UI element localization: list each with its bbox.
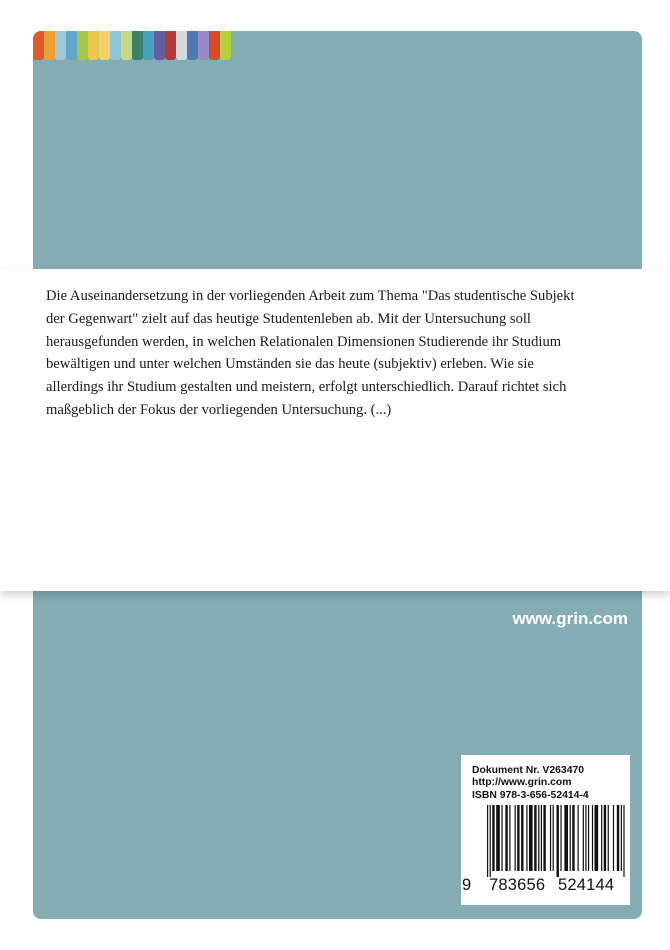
barcode-bar bbox=[608, 805, 609, 871]
color-stripe bbox=[198, 31, 209, 60]
color-stripe bbox=[121, 31, 132, 60]
color-stripe bbox=[220, 31, 231, 60]
barcode-bar bbox=[534, 805, 536, 871]
color-stripe bbox=[44, 31, 55, 60]
color-stripe bbox=[154, 31, 165, 60]
barcode-bar bbox=[621, 805, 622, 871]
barcode-bar bbox=[515, 805, 516, 871]
barcode-bar bbox=[592, 805, 593, 871]
barcode-bar bbox=[617, 805, 619, 871]
barcode-bar bbox=[505, 805, 507, 871]
isbn-info-box bbox=[461, 755, 630, 905]
barcode-bar bbox=[521, 805, 523, 871]
color-stripe bbox=[88, 31, 99, 60]
isbn-number: ISBN 978-3-656-52414-4 bbox=[472, 789, 589, 801]
barcode-bar bbox=[550, 805, 551, 871]
barcode-bar bbox=[490, 805, 491, 877]
barcode-bar bbox=[509, 805, 510, 871]
barcode-bar bbox=[623, 805, 624, 877]
barcode-bar bbox=[570, 805, 571, 871]
color-stripe bbox=[77, 31, 88, 60]
barcode-bar bbox=[526, 805, 527, 871]
barcode-lead-digit: 9 bbox=[462, 876, 472, 894]
barcode-right-digits: 524144 bbox=[558, 876, 615, 894]
abstract-text: Die Auseinandersetzung in der vorliegenden Arbeit zum Thema "Das studentische Subjekt der Gegenwart" zielt auf das heutige Studentenleben ab. Mit der Untersuchung soll herausgefunden werden, in welchen Relationalen Dimensionen Studierende ihr Studium bewältigen und unter welchen Umständen sie das heute (subjektiv) erleben. Wie sie allerdings ihr Studium gestalten und meistern, erfolgt unterschiedlich. Darauf richtet sich maßgeblich der Fokus der vorliegenden Untersuchung. (...) bbox=[46, 288, 575, 418]
barcode-bar bbox=[517, 805, 519, 871]
color-stripe bbox=[55, 31, 66, 60]
barcode-bar bbox=[595, 805, 599, 871]
barcode-bar bbox=[496, 805, 500, 871]
document-number: Dokument Nr. V263470 bbox=[472, 765, 585, 776]
barcode-bar bbox=[487, 805, 488, 877]
barcode-bar bbox=[588, 805, 589, 871]
barcode-bar bbox=[585, 805, 586, 871]
color-stripes bbox=[33, 31, 231, 60]
barcode-bar bbox=[541, 805, 542, 871]
barcode-bar bbox=[604, 805, 606, 871]
barcode-bar bbox=[529, 805, 533, 871]
barcode-left-digits: 783656 bbox=[489, 876, 546, 894]
barcode-bar bbox=[601, 805, 602, 871]
document-info bbox=[472, 765, 589, 802]
barcode-bar bbox=[577, 805, 578, 871]
color-stripe bbox=[99, 31, 110, 60]
publisher-url: www.grin.com bbox=[512, 609, 628, 628]
barcode-bar bbox=[492, 805, 494, 871]
color-stripe bbox=[165, 31, 176, 60]
barcode-bar bbox=[572, 805, 574, 871]
barcode-bar bbox=[564, 805, 568, 871]
barcode-bar bbox=[538, 805, 539, 871]
color-stripe bbox=[66, 31, 77, 60]
color-stripe bbox=[132, 31, 143, 60]
color-stripe bbox=[187, 31, 198, 60]
barcode-bar bbox=[583, 805, 584, 871]
barcode-bar bbox=[553, 805, 554, 871]
color-stripe bbox=[110, 31, 121, 60]
website-url: http://www.grin.com bbox=[472, 777, 572, 789]
barcode-bar bbox=[557, 805, 559, 877]
barcode-bar bbox=[613, 805, 614, 871]
color-stripe bbox=[209, 31, 220, 60]
color-stripe bbox=[176, 31, 187, 60]
barcode-bar bbox=[501, 805, 502, 871]
color-stripe bbox=[33, 31, 44, 60]
color-stripe bbox=[143, 31, 154, 60]
barcode-bar bbox=[543, 805, 545, 871]
barcode-bar bbox=[560, 805, 561, 871]
barcode bbox=[487, 805, 626, 877]
